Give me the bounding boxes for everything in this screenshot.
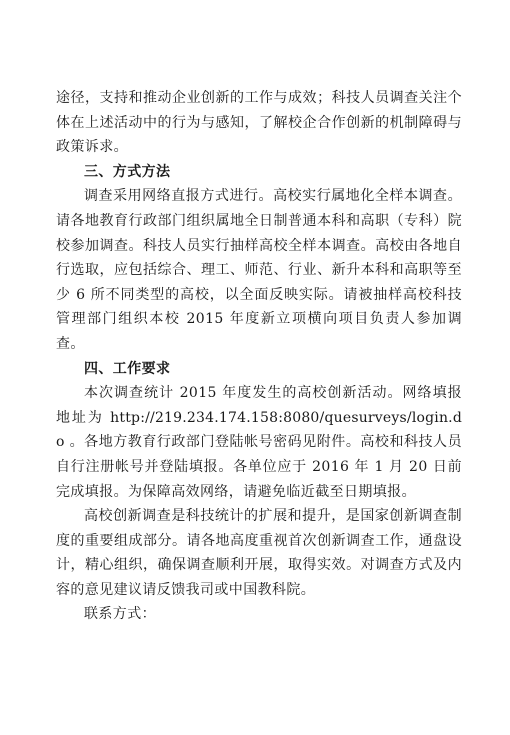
paragraph-survey-purpose-continued: 途径，支持和推动企业创新的工作与成效；科技人员调查关注个体在上述活动中的行为与感知，了解校企合作创新的机制障碍与政策诉求。 [56, 90, 462, 156]
survey-url-link[interactable]: http://219.234.174.158:8080/quesurveys/login.do [56, 409, 462, 451]
paragraph-methods: 调查采用网络直报方式进行。高校实行属地化全样本调查。请各地教育行政部门组织属地全日制普通本科和高职（专科）院校参加调查。科技人员实行抽样高校全样本调查。高校由各地自行选取，应包括综合、理工、师范、行业、新升本科和高职等至少 6 所不同类型的高校，以全面反映实际。请被抽样高校科技管理部门组织本校 2015 年度新立项横向项目负责人参加调查。 [56, 188, 462, 352]
section-heading-methods: 三、方式方法 [84, 163, 171, 180]
requirements-text-start: 本次调查统计 2015 年度发生的高校创新活动。网络填报地址为 [56, 385, 462, 426]
paragraph-importance: 高校创新调查是科技统计的扩展和提升，是国家创新调查制度的重要组成部分。请各地高度重视首次创新调查工作，通盘设计，精心组织，确保调查顺利开展，取得实效。对调查方式及内容的意见建议请反馈我司或中国教科院。 [56, 508, 462, 598]
section-heading-requirements: 四、工作要求 [84, 360, 171, 377]
paragraph-requirements [56, 381, 462, 504]
paragraph-contact-label: 联系方式： [84, 606, 156, 623]
requirements-text-end: 。各地方教育行政部门登陆帐号密码见附件。高校和科技人员自行注册帐号并登陆填报。各单位应于 2016 年 1 月 20 日前完成填报。为保障高效网络，请避免临近截至日期填报。 [56, 434, 462, 500]
